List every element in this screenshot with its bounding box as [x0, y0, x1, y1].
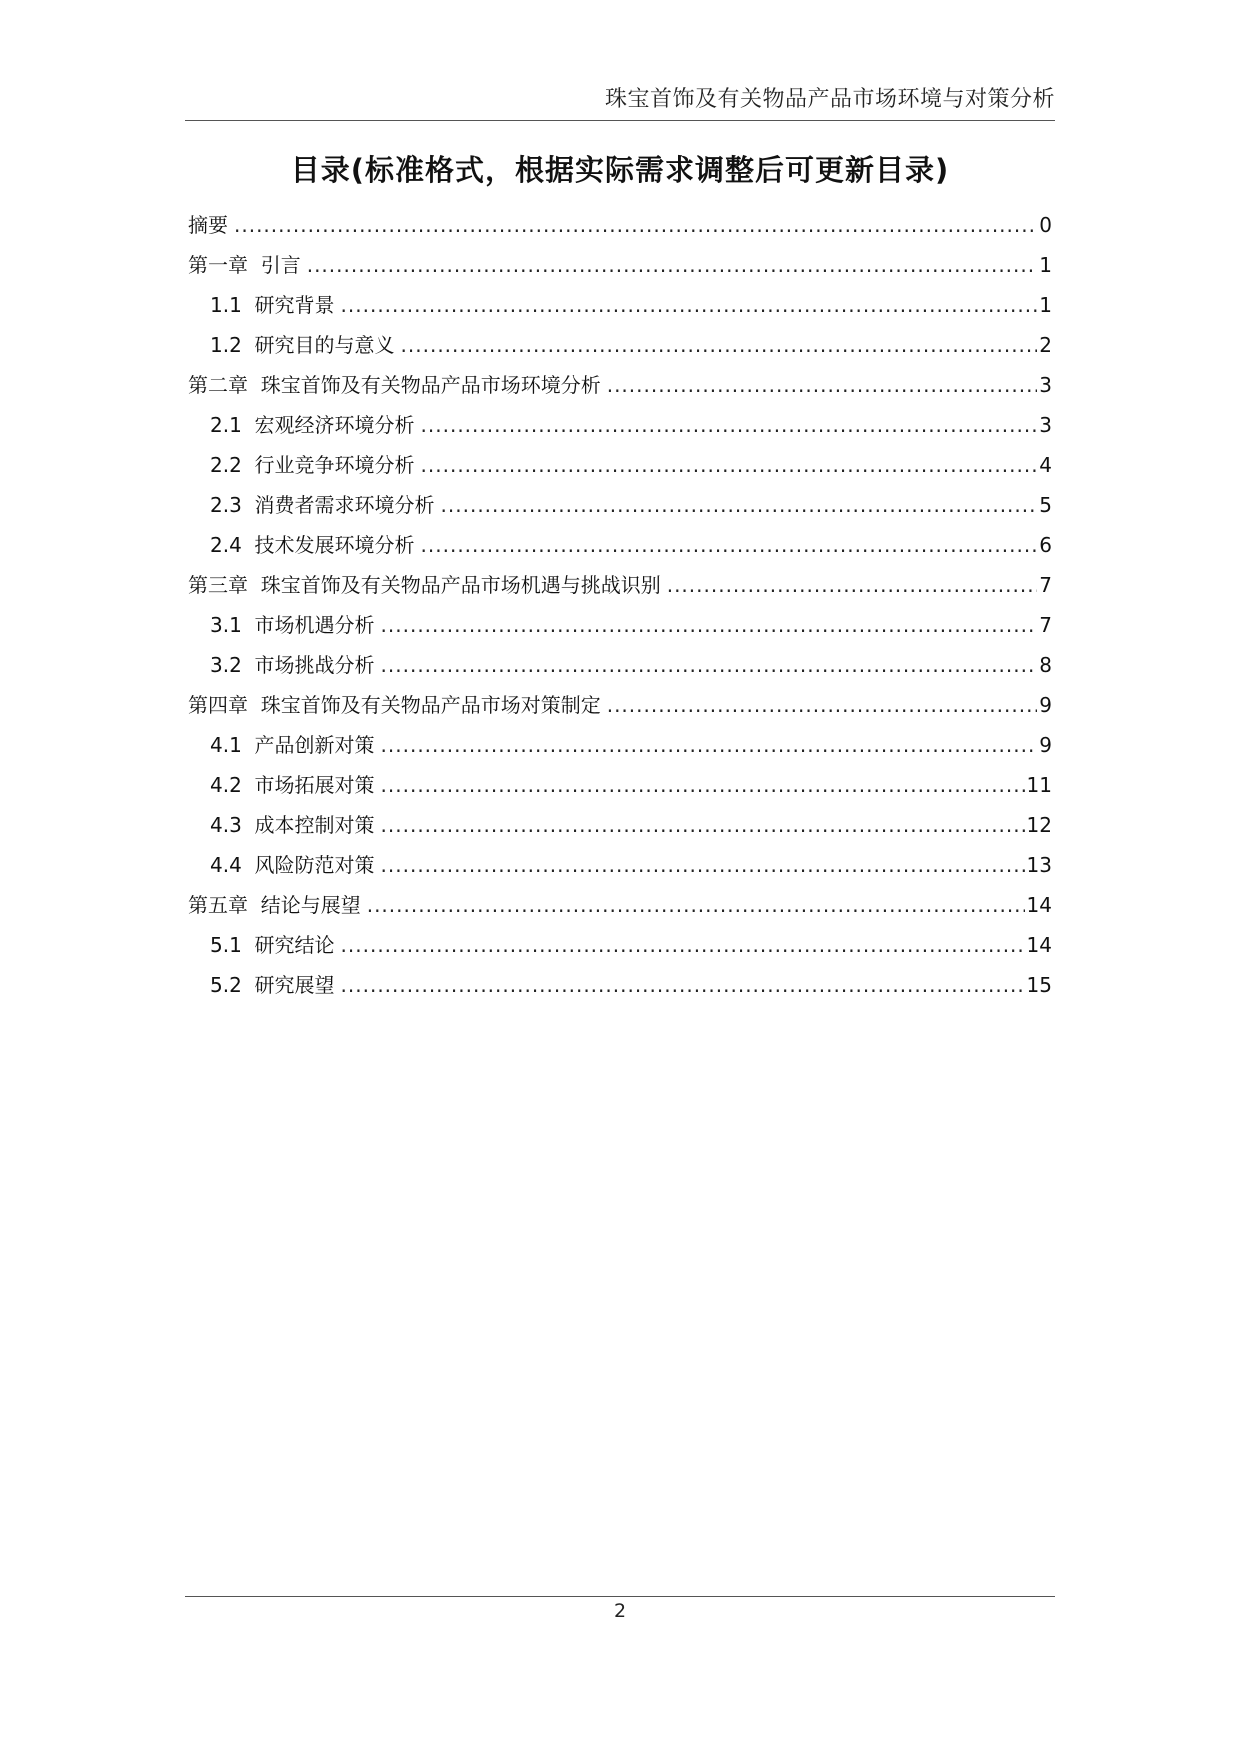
- toc-entry-text: 3.1 市场机遇分析: [210, 613, 375, 637]
- toc-entry-text: 5.1 研究结论: [210, 933, 335, 957]
- toc-entry-text: 4.2 市场拓展对策: [210, 773, 375, 797]
- toc-entry-text: 第三章 珠宝首饰及有关物品产品市场机遇与挑战识别: [188, 573, 661, 597]
- footer-rule: [185, 1596, 1055, 1597]
- toc-entry-page: 9: [1039, 733, 1052, 757]
- toc-section-entry[interactable]: [188, 445, 1052, 485]
- toc-entry-page: 14: [1026, 933, 1052, 957]
- toc-section-entry[interactable]: [188, 725, 1052, 765]
- toc-entry-page: 7: [1039, 573, 1052, 597]
- toc-dot-leader: [441, 485, 1038, 525]
- toc-entry-text: 5.2 研究展望: [210, 973, 335, 997]
- toc-entry-text: 2.3 消费者需求环境分析: [210, 493, 435, 517]
- toc-entry-page: 1: [1039, 253, 1052, 277]
- toc-entry-page: 8: [1039, 653, 1052, 677]
- toc-dot-leader: [341, 285, 1038, 325]
- toc-chapter-entry[interactable]: [188, 565, 1052, 605]
- toc-dot-leader: [381, 725, 1038, 765]
- toc-entry-page: 6: [1039, 533, 1052, 557]
- toc-dot-leader: [381, 645, 1038, 685]
- toc-dot-leader: [607, 685, 1038, 725]
- toc-entry-text: 摘要: [188, 213, 228, 237]
- toc-entry-page: 2: [1039, 333, 1052, 357]
- toc-dot-leader: [341, 925, 1025, 965]
- toc-chapter-entry[interactable]: [188, 885, 1052, 925]
- toc-section-entry[interactable]: [188, 285, 1052, 325]
- toc-section-entry[interactable]: [188, 765, 1052, 805]
- toc-entry-page: 13: [1026, 853, 1052, 877]
- toc-entry-page: 15: [1026, 973, 1052, 997]
- toc-section-entry[interactable]: [188, 925, 1052, 965]
- toc-entry-page: 3: [1039, 373, 1052, 397]
- toc-entry-page: 9: [1039, 693, 1052, 717]
- toc-dot-leader: [307, 245, 1038, 285]
- toc-dot-leader: [234, 205, 1037, 245]
- toc-chapter-entry[interactable]: [188, 245, 1052, 285]
- toc-dot-leader: [607, 365, 1038, 405]
- toc-title: 目录(标准格式，根据实际需求调整后可更新目录): [290, 153, 950, 187]
- toc-entry-page: 0: [1039, 213, 1052, 237]
- toc-entry-text: 第四章 珠宝首饰及有关物品产品市场对策制定: [188, 693, 601, 717]
- toc-section-entry[interactable]: [188, 805, 1052, 845]
- toc-chapter-entry[interactable]: [188, 365, 1052, 405]
- page-number: 2: [613, 1600, 627, 1622]
- toc-entry-page: 12: [1026, 813, 1052, 837]
- toc-entry-text: 第五章 结论与展望: [188, 893, 361, 917]
- toc-entry-page: 4: [1039, 453, 1052, 477]
- toc-entry-text: 第二章 珠宝首饰及有关物品产品市场环境分析: [188, 373, 601, 397]
- toc-section-entry[interactable]: [188, 965, 1052, 1005]
- toc-entry-text: 2.2 行业竞争环境分析: [210, 453, 415, 477]
- toc-dot-leader: [381, 605, 1038, 645]
- table-of-contents: [188, 205, 1052, 1005]
- toc-entry-text: 1.2 研究目的与意义: [210, 333, 395, 357]
- toc-chapter-entry[interactable]: [188, 205, 1052, 245]
- toc-chapter-entry[interactable]: [188, 685, 1052, 725]
- toc-entry-text: 2.4 技术发展环境分析: [210, 533, 415, 557]
- toc-section-entry[interactable]: [188, 325, 1052, 365]
- toc-entry-text: 3.2 市场挑战分析: [210, 653, 375, 677]
- toc-section-entry[interactable]: [188, 405, 1052, 445]
- toc-entry-text: 4.4 风险防范对策: [210, 853, 375, 877]
- toc-dot-leader: [421, 525, 1038, 565]
- toc-dot-leader: [341, 965, 1025, 1005]
- toc-entry-page: 7: [1039, 613, 1052, 637]
- toc-dot-leader: [421, 445, 1038, 485]
- toc-entry-text: 1.1 研究背景: [210, 293, 335, 317]
- toc-section-entry[interactable]: [188, 525, 1052, 565]
- toc-entry-text: 第一章 引言: [188, 253, 301, 277]
- header-rule: [185, 120, 1055, 121]
- toc-section-entry[interactable]: [188, 845, 1052, 885]
- toc-entry-page: 14: [1026, 893, 1052, 917]
- toc-section-entry[interactable]: [188, 605, 1052, 645]
- toc-entry-text: 4.3 成本控制对策: [210, 813, 375, 837]
- toc-entry-page: 5: [1039, 493, 1052, 517]
- toc-section-entry[interactable]: [188, 485, 1052, 525]
- toc-dot-leader: [401, 325, 1038, 365]
- toc-dot-leader: [381, 845, 1025, 885]
- toc-entry-text: 4.1 产品创新对策: [210, 733, 375, 757]
- toc-dot-leader: [667, 565, 1038, 605]
- toc-dot-leader: [381, 765, 1025, 805]
- toc-entry-text: 2.1 宏观经济环境分析: [210, 413, 415, 437]
- toc-dot-leader: [421, 405, 1038, 445]
- toc-entry-page: 3: [1039, 413, 1052, 437]
- toc-dot-leader: [367, 885, 1025, 925]
- toc-entry-page: 1: [1039, 293, 1052, 317]
- toc-dot-leader: [381, 805, 1025, 845]
- running-header: 珠宝首饰及有关物品产品市场环境与对策分析: [604, 87, 1055, 112]
- toc-entry-page: 11: [1026, 773, 1052, 797]
- toc-section-entry[interactable]: [188, 645, 1052, 685]
